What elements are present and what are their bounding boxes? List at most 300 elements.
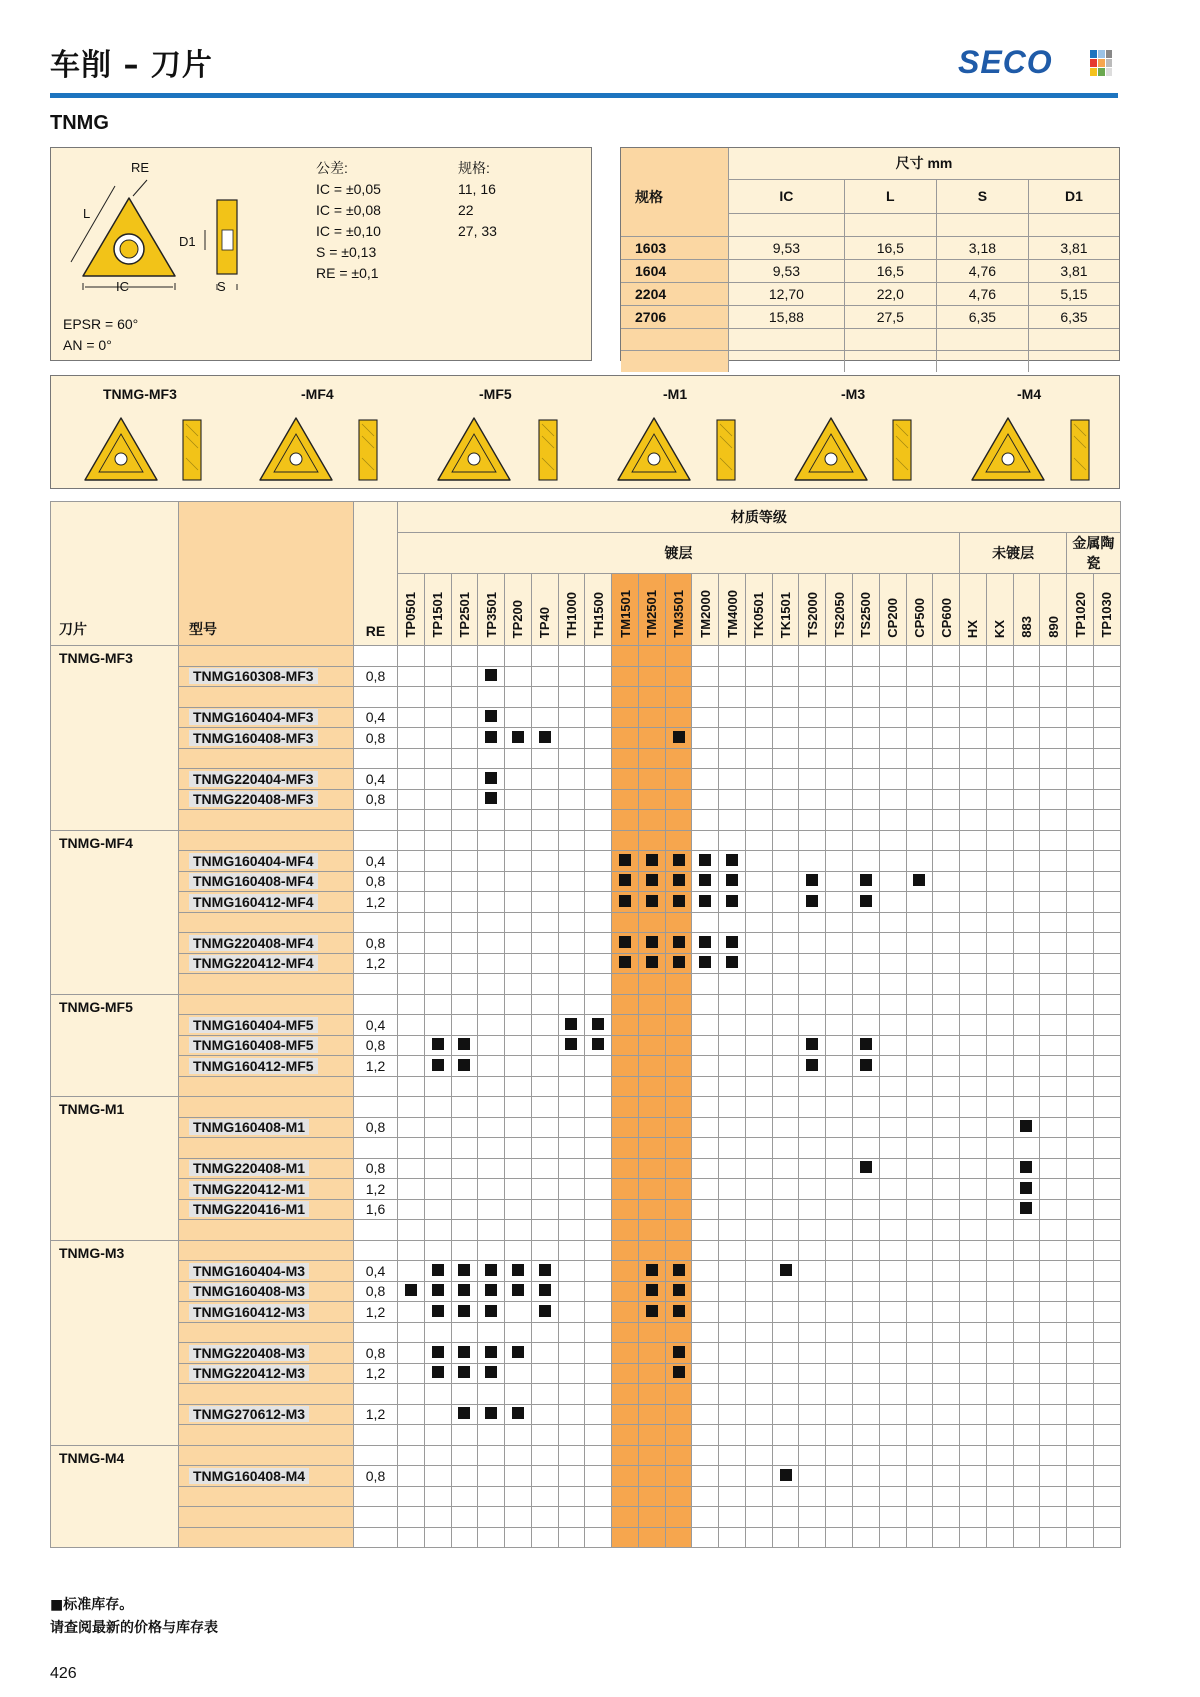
grade-column-header — [879, 574, 906, 646]
grade-cell — [906, 728, 933, 749]
grade-cell — [558, 666, 585, 687]
grade-cell — [1067, 748, 1094, 769]
grade-cell — [638, 1117, 665, 1138]
table-row — [51, 1220, 1121, 1241]
grade-cell — [906, 1179, 933, 1200]
grade-cell — [692, 646, 719, 667]
grade-cell — [986, 1343, 1013, 1364]
model-cell — [179, 974, 354, 995]
stock-mark-icon — [458, 1346, 470, 1358]
geometry-label: -M1 — [663, 386, 688, 402]
grade-cell — [505, 1076, 532, 1097]
stock-mark-icon — [432, 1366, 444, 1378]
grade-cell — [398, 666, 425, 687]
grade-cell — [692, 1138, 719, 1159]
grade-cell — [772, 1527, 799, 1548]
model-cell — [179, 646, 354, 667]
grade-cell — [505, 769, 532, 790]
geometry-label: -M3 — [841, 386, 866, 402]
geometry-label: -M4 — [1017, 386, 1042, 402]
grade-cell — [612, 1343, 639, 1364]
grade-cell — [478, 1117, 505, 1138]
grade-cell — [692, 933, 719, 954]
re-cell: 0,4 — [354, 1015, 398, 1036]
grade-cell — [933, 769, 960, 790]
grade-cell — [933, 1322, 960, 1343]
grade-cell — [960, 1138, 987, 1159]
grade-cell — [531, 1343, 558, 1364]
grade-cell — [558, 1281, 585, 1302]
grade-cell — [1067, 728, 1094, 749]
table-row — [51, 1445, 1121, 1466]
grade-cell — [772, 1138, 799, 1159]
re-cell: 0,8 — [354, 871, 398, 892]
grade-cell — [906, 933, 933, 954]
stock-mark-icon — [619, 895, 631, 907]
grade-cell — [986, 1117, 1013, 1138]
grade-cell — [638, 1302, 665, 1323]
grade-cell — [879, 974, 906, 995]
model-cell — [179, 953, 354, 974]
grade-cell — [612, 1363, 639, 1384]
grade-cell — [612, 687, 639, 708]
stock-mark-icon — [806, 895, 818, 907]
grade-cell — [933, 1138, 960, 1159]
grade-cell — [933, 1384, 960, 1405]
grade-cell — [933, 1199, 960, 1220]
dim-cell — [936, 350, 1028, 372]
grade-cell — [933, 1220, 960, 1241]
grade-cell — [398, 1486, 425, 1507]
re-cell — [354, 748, 398, 769]
grade-cell — [772, 1056, 799, 1077]
grade-cell — [692, 666, 719, 687]
table-row — [51, 1507, 1121, 1528]
grade-cell — [558, 1322, 585, 1343]
grade-cell — [505, 1404, 532, 1425]
grade-cell — [531, 1138, 558, 1159]
grade-cell — [799, 707, 826, 728]
grade-cell — [799, 1445, 826, 1466]
grade-cell — [1040, 810, 1067, 831]
grade-cell — [906, 1302, 933, 1323]
grade-cell — [1067, 892, 1094, 913]
grade-cell — [1067, 1363, 1094, 1384]
grade-cell — [960, 1158, 987, 1179]
grade-cell — [478, 1445, 505, 1466]
grade-grid — [50, 501, 1121, 1548]
table-row — [51, 707, 1121, 728]
page-title: 车削 – 刀片 — [50, 48, 213, 83]
grade-column-header — [745, 574, 772, 646]
grade-cell — [585, 1507, 612, 1528]
grade-cell — [933, 1363, 960, 1384]
grade-cell — [531, 1404, 558, 1425]
stock-mark-icon — [646, 854, 658, 866]
grade-cell — [745, 1507, 772, 1528]
grade-column-header — [960, 574, 987, 646]
grade-cell — [478, 1138, 505, 1159]
dim-value-cell: 3,81 — [1028, 236, 1119, 259]
grade-cell — [478, 666, 505, 687]
model-name: TNMG160412-MF5 — [189, 1058, 318, 1074]
grade-cell — [772, 1486, 799, 1507]
grade-cell — [853, 871, 880, 892]
insert-group-label: TNMG-M4 — [51, 1445, 179, 1548]
grade-cell — [692, 1117, 719, 1138]
stock-mark-icon — [485, 1366, 497, 1378]
model-cell — [179, 1486, 354, 1507]
grade-cell — [585, 728, 612, 749]
table-row — [51, 1158, 1121, 1179]
grade-cell — [826, 1261, 853, 1282]
grade-cell — [585, 1281, 612, 1302]
grade-cell — [960, 1179, 987, 1200]
grade-cell — [638, 1097, 665, 1118]
grade-cell — [665, 1015, 692, 1036]
grade-cell — [585, 1445, 612, 1466]
grade-cell — [478, 892, 505, 913]
grade-cell — [933, 1445, 960, 1466]
tolerance-title: 公差: — [316, 160, 348, 176]
grade-cell — [612, 1322, 639, 1343]
grade-cell — [986, 1322, 1013, 1343]
grade-cell — [558, 1445, 585, 1466]
grade-cell — [1093, 851, 1120, 872]
grade-cell — [558, 1158, 585, 1179]
grade-cell — [585, 1138, 612, 1159]
grade-cell — [986, 974, 1013, 995]
grade-cell — [478, 1158, 505, 1179]
re-cell — [354, 830, 398, 851]
dimension-panel — [620, 147, 1120, 361]
grade-cell — [585, 912, 612, 933]
grade-cell — [424, 1281, 451, 1302]
grade-cell — [879, 830, 906, 851]
grade-cell — [1013, 1404, 1040, 1425]
stock-mark-icon — [458, 1264, 470, 1276]
grade-cell — [398, 1158, 425, 1179]
re-cell — [354, 1097, 398, 1118]
model-cell — [179, 1404, 354, 1425]
grade-cell — [986, 851, 1013, 872]
grade-cell — [585, 1261, 612, 1282]
grade-column-header — [398, 574, 425, 646]
grade-cell — [451, 789, 478, 810]
table-row — [51, 830, 1121, 851]
grade-cell — [505, 666, 532, 687]
dim-cell — [729, 328, 845, 350]
grade-cell — [665, 1466, 692, 1487]
grade-cell — [478, 646, 505, 667]
stock-mark-icon — [485, 1264, 497, 1276]
grade-cell — [1040, 1138, 1067, 1159]
table-row — [51, 1097, 1121, 1118]
grade-cell — [1093, 707, 1120, 728]
grade-cell — [960, 1076, 987, 1097]
grade-cell — [799, 646, 826, 667]
grade-cell — [585, 1384, 612, 1405]
grade-cell — [558, 1220, 585, 1241]
grade-cell — [505, 1056, 532, 1077]
grade-cell — [772, 1261, 799, 1282]
grade-cell — [398, 1363, 425, 1384]
grade-cell — [398, 1199, 425, 1220]
grade-cell — [451, 1179, 478, 1200]
re-cell: 1,2 — [354, 953, 398, 974]
grade-cell — [451, 1261, 478, 1282]
grade-name: CP200 — [885, 598, 901, 638]
grade-cell — [799, 933, 826, 954]
grade-cell — [772, 892, 799, 913]
grade-cell — [826, 953, 853, 974]
grade-cell — [558, 1486, 585, 1507]
insert-geometry-icon — [791, 414, 931, 486]
grade-cell — [986, 1138, 1013, 1159]
grade-cell — [638, 1138, 665, 1159]
grade-column-header — [585, 574, 612, 646]
grade-cell — [612, 769, 639, 790]
grade-cell — [531, 789, 558, 810]
grade-cell — [665, 707, 692, 728]
table-row — [51, 748, 1121, 769]
grade-cell — [424, 666, 451, 687]
grade-cell — [638, 994, 665, 1015]
stock-mark-icon — [458, 1284, 470, 1296]
re-cell: 0,4 — [354, 851, 398, 872]
grade-cell — [1013, 666, 1040, 687]
grade-cell — [692, 728, 719, 749]
grade-cell — [745, 1240, 772, 1261]
grade-name: TP40 — [537, 606, 553, 638]
grade-cell — [424, 707, 451, 728]
grade-cell — [451, 1343, 478, 1364]
grade-cell — [612, 871, 639, 892]
grade-name: TK1501 — [778, 591, 794, 638]
grade-cell — [960, 1097, 987, 1118]
grade-cell — [665, 1322, 692, 1343]
grade-cell — [1067, 789, 1094, 810]
grade-cell — [826, 1466, 853, 1487]
grade-cell — [692, 1363, 719, 1384]
grade-cell — [906, 1240, 933, 1261]
model-cell — [179, 1507, 354, 1528]
grade-cell — [612, 1240, 639, 1261]
grade-cell — [1013, 1138, 1040, 1159]
grade-cell — [665, 912, 692, 933]
grade-cell — [1013, 728, 1040, 749]
grade-cell — [1040, 1322, 1067, 1343]
model-name: TNMG220404-MF3 — [189, 771, 318, 787]
cermet-group-header: 金属陶瓷 — [1067, 533, 1121, 574]
grade-cell — [853, 1425, 880, 1446]
grade-cell — [505, 892, 532, 913]
grade-cell — [558, 1527, 585, 1548]
grade-cell — [1013, 912, 1040, 933]
grade-cell — [745, 1343, 772, 1364]
grade-cell — [558, 1507, 585, 1528]
grade-cell — [879, 1158, 906, 1179]
grade-cell — [826, 707, 853, 728]
grade-cell — [1013, 789, 1040, 810]
grade-cell — [772, 707, 799, 728]
tolerance-block — [316, 158, 381, 284]
model-cell — [179, 994, 354, 1015]
grade-cell — [558, 1404, 585, 1425]
grade-cell — [1013, 1261, 1040, 1282]
grade-cell — [665, 1097, 692, 1118]
grade-cell — [960, 1035, 987, 1056]
re-cell: 0,8 — [354, 1035, 398, 1056]
grade-cell — [478, 1056, 505, 1077]
grade-cell — [1093, 1199, 1120, 1220]
dim-size-cell: 1603 — [621, 236, 729, 259]
grade-column-header — [1067, 574, 1094, 646]
grade-cell — [1013, 1097, 1040, 1118]
grade-cell — [933, 1486, 960, 1507]
grade-cell — [799, 1384, 826, 1405]
grade-cell — [1040, 748, 1067, 769]
grade-cell — [1040, 1015, 1067, 1036]
grade-cell — [451, 933, 478, 954]
grade-cell — [799, 666, 826, 687]
grade-name: TM2501 — [644, 590, 660, 638]
model-name: TNMG160308-MF3 — [189, 668, 318, 684]
grade-cell — [585, 974, 612, 995]
grade-cell — [960, 1384, 987, 1405]
grade-cell — [638, 912, 665, 933]
geometry-label: TNMG-MF3 — [103, 386, 177, 402]
grade-cell — [638, 1035, 665, 1056]
grade-cell — [424, 1158, 451, 1179]
grade-cell — [719, 1158, 746, 1179]
grade-cell — [424, 1097, 451, 1118]
grade-cell — [906, 687, 933, 708]
tolerance-value: RE = ±0,1 — [316, 265, 379, 281]
grade-cell — [960, 1343, 987, 1364]
grade-cell — [1093, 1363, 1120, 1384]
grade-cell — [906, 769, 933, 790]
grade-cell — [665, 871, 692, 892]
grade-cell — [692, 1056, 719, 1077]
grade-cell — [826, 646, 853, 667]
grade-cell — [692, 1097, 719, 1118]
grade-cell — [745, 1179, 772, 1200]
grade-cell — [424, 892, 451, 913]
grade-cell — [906, 974, 933, 995]
grade-cell — [933, 707, 960, 728]
grade-cell — [1013, 830, 1040, 851]
grade-cell — [1093, 1097, 1120, 1118]
grade-cell — [505, 1117, 532, 1138]
grade-cell — [398, 830, 425, 851]
grade-column-header — [906, 574, 933, 646]
grade-cell — [826, 1384, 853, 1405]
stock-mark-icon — [860, 1038, 872, 1050]
model-cell — [179, 1117, 354, 1138]
grade-cell — [398, 1179, 425, 1200]
grade-cell — [799, 1404, 826, 1425]
re-cell: 0,8 — [354, 1281, 398, 1302]
grade-cell — [1013, 769, 1040, 790]
grade-cell — [531, 1199, 558, 1220]
grade-cell — [879, 912, 906, 933]
grade-cell — [906, 1343, 933, 1364]
grade-cell — [853, 1138, 880, 1159]
grade-cell — [933, 1425, 960, 1446]
grade-cell — [719, 1199, 746, 1220]
grade-cell — [772, 1076, 799, 1097]
grade-cell — [558, 769, 585, 790]
grade-column-header — [1040, 574, 1067, 646]
grade-cell — [531, 830, 558, 851]
grade-cell — [745, 1445, 772, 1466]
stock-mark-icon — [699, 854, 711, 866]
grade-cell — [879, 1507, 906, 1528]
grade-cell — [745, 1035, 772, 1056]
stock-mark-icon — [860, 895, 872, 907]
grade-cell — [719, 871, 746, 892]
model-cell — [179, 1138, 354, 1159]
table-row — [51, 1056, 1121, 1077]
grade-cell — [451, 1445, 478, 1466]
grade-column-header — [424, 574, 451, 646]
grade-cell — [960, 769, 987, 790]
grade-cell — [826, 1015, 853, 1036]
grade-cell — [612, 1425, 639, 1446]
coated-group-header: 镀层 — [398, 533, 960, 574]
grade-cell — [505, 871, 532, 892]
grade-cell — [424, 1240, 451, 1261]
grade-cell — [986, 666, 1013, 687]
grade-cell — [853, 810, 880, 831]
grade-cell — [1013, 1281, 1040, 1302]
grade-cell — [424, 789, 451, 810]
grade-cell — [531, 1097, 558, 1118]
grade-cell — [692, 851, 719, 872]
grade-cell — [1067, 1015, 1094, 1036]
grade-cell — [772, 646, 799, 667]
stock-mark-icon — [619, 874, 631, 886]
grade-cell — [853, 769, 880, 790]
grade-cell — [398, 1527, 425, 1548]
stock-mark-icon — [1020, 1161, 1032, 1173]
grade-cell — [1040, 1343, 1067, 1364]
grade-cell — [398, 1404, 425, 1425]
re-cell: 1,2 — [354, 892, 398, 913]
grade-cell — [585, 1425, 612, 1446]
grade-cell — [638, 1179, 665, 1200]
grade-cell — [1040, 851, 1067, 872]
grade-cell — [531, 994, 558, 1015]
grade-cell — [719, 1076, 746, 1097]
grade-cell — [879, 1322, 906, 1343]
grade-cell — [558, 1384, 585, 1405]
grade-cell — [960, 994, 987, 1015]
grade-column-header — [692, 574, 719, 646]
grade-cell — [612, 1302, 639, 1323]
dim-cell — [621, 350, 729, 372]
grade-cell — [451, 1240, 478, 1261]
grade-cell — [638, 871, 665, 892]
grade-cell — [638, 707, 665, 728]
grade-cell — [960, 1404, 987, 1425]
grade-cell — [853, 707, 880, 728]
stock-mark-icon — [726, 895, 738, 907]
grade-cell — [879, 1179, 906, 1200]
grade-cell — [531, 1486, 558, 1507]
dimension-table — [621, 148, 1119, 372]
